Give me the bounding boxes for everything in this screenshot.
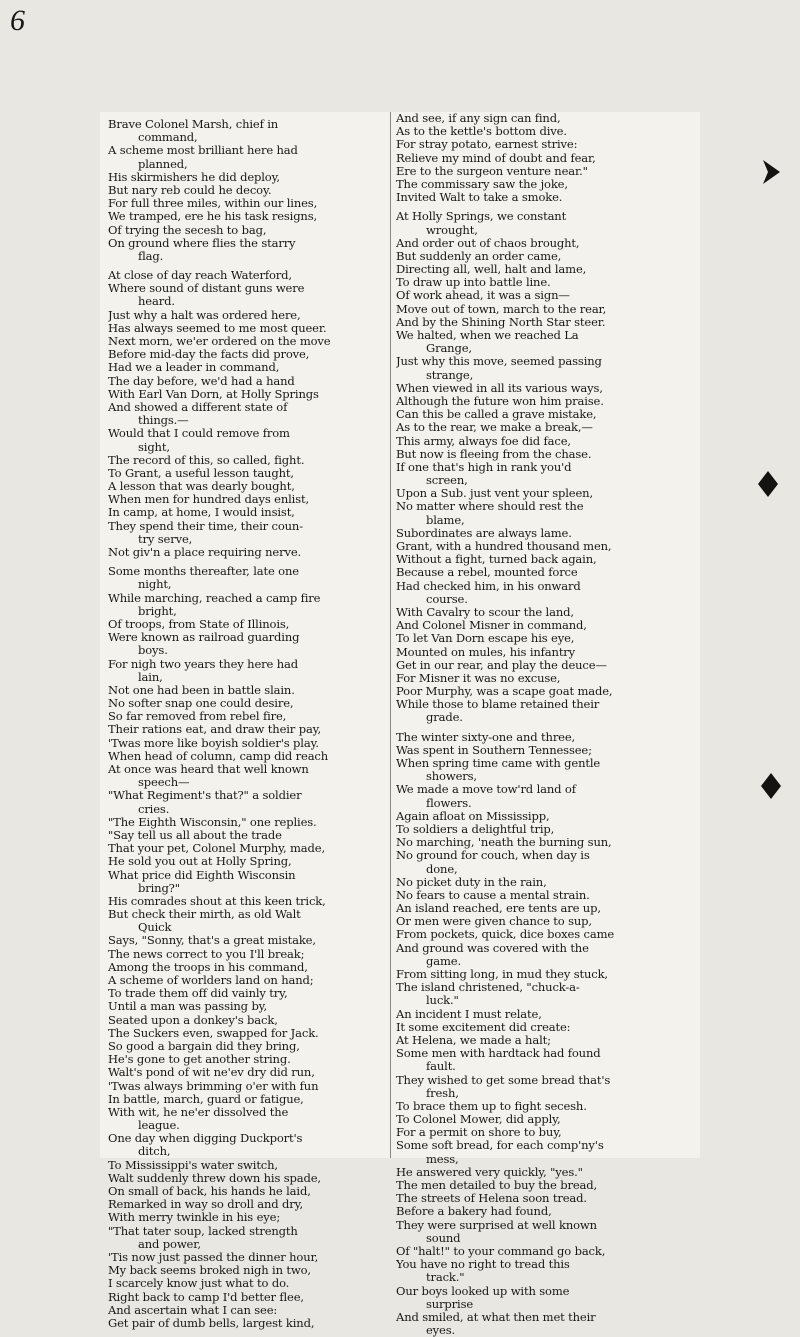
poem-line: Get in our rear, and play the deuce— xyxy=(396,657,607,672)
poem-line: When men for hundred days enlist, xyxy=(108,492,310,507)
poem-line: grade. xyxy=(426,710,463,725)
poem-line: When viewed in all its various ways, xyxy=(396,380,603,395)
poem-line: speech— xyxy=(138,775,190,790)
poem-line: On ground where flies the starry xyxy=(108,235,296,250)
poem-line: In camp, at home, I would insist, xyxy=(108,505,295,520)
poem-line: But now is fleeing from the chase. xyxy=(396,446,592,461)
poem-line: Because a rebel, mounted force xyxy=(396,565,578,580)
poem-line: wrought, xyxy=(426,222,478,237)
poem-line: When head of column, camp did reach xyxy=(108,748,329,763)
poem-line: Upon a Sub. just vent your spleen, xyxy=(396,486,593,501)
poem-line: No marching, 'neath the burning sun, xyxy=(396,835,612,850)
poem-line: lain, xyxy=(138,669,163,684)
poem-line: While those to blame retained their xyxy=(396,697,600,712)
poem-line: The men detailed to buy the bread, xyxy=(396,1178,598,1192)
poem-line: To Mississippi's water switch, xyxy=(108,1157,278,1172)
poem-line: 'Tis now just passed the dinner hour, xyxy=(108,1249,319,1264)
poem-line: Not one had been in battle slain. xyxy=(108,682,295,697)
poem-line: For a permit on shore to buy, xyxy=(396,1125,562,1140)
poem-line: No softer snap one could desire, xyxy=(108,696,294,711)
poem-line: command, xyxy=(138,130,198,145)
poem-line: try serve, xyxy=(138,531,193,546)
poem-line: Our boys looked up with some xyxy=(396,1283,570,1298)
poem-line: To draw up into battle line. xyxy=(396,275,551,290)
poem-line: 'Twas always brimming o'er with fun xyxy=(108,1078,319,1093)
poem-line: And see, if any sign can find, xyxy=(396,112,561,125)
poem-line: When spring time came with gentle xyxy=(396,756,601,770)
poem-line: Before mid-day the facts did prove, xyxy=(108,347,310,362)
poem-line: So good a bargain did they bring, xyxy=(108,1038,300,1053)
poem-line: Grant, with a hundred thousand men, xyxy=(396,539,612,553)
poem-line: From sitting long, in mud they stuck, xyxy=(396,967,608,981)
poem-column-right xyxy=(396,112,696,1337)
poem-line: Subordinates are always lame. xyxy=(396,525,572,540)
poem-line: 'Twas more like boyish soldier's play. xyxy=(108,735,319,750)
poem-line: fault. xyxy=(426,1059,456,1074)
poem-line: Of work ahead, it was a sign— xyxy=(396,288,570,303)
poem-line: To Colonel Mower, did apply, xyxy=(396,1112,561,1127)
poem-line: things.— xyxy=(138,413,189,428)
poem-line: Among the troops in his command, xyxy=(108,959,308,974)
poem-line: But check their mirth, as old Walt xyxy=(108,907,301,922)
poem-line: Quick xyxy=(138,920,172,935)
poem-line: track." xyxy=(426,1270,465,1285)
poem-line: Next morn, we'er ordered on the move xyxy=(108,334,331,348)
poem-line: They wished to get some bread that's xyxy=(396,1072,611,1087)
poem-line: Walt suddenly threw down his spade, xyxy=(108,1170,321,1185)
poem-line: As to the kettle's bottom dive. xyxy=(396,124,567,139)
poem-line: Of troops, from State of Illinois, xyxy=(108,616,290,631)
poem-line: To Grant, a useful lesson taught, xyxy=(108,465,294,480)
poem-line: What price did Eighth Wisconsin xyxy=(108,867,296,882)
poem-line: Before a bakery had found, xyxy=(396,1204,552,1219)
poem-line: Can this be called a grave mistake, xyxy=(396,407,597,422)
poem-line: For nigh two years they here had xyxy=(108,656,298,671)
poem-line: bring?" xyxy=(138,880,180,895)
poem-line: cries. xyxy=(138,801,170,816)
poem-line: And smiled, at what then met their xyxy=(396,1309,596,1324)
poem-line: We made a move tow'rd land of xyxy=(396,782,576,797)
poem-line: sound xyxy=(426,1230,461,1245)
poem-line: And Colonel Misner in command, xyxy=(396,618,587,633)
poem-line: At once was heard that well known xyxy=(108,762,309,776)
poem-line: "The Eighth Wisconsin," one replies. xyxy=(108,814,317,829)
poem-line: With Earl Van Dorn, at Holly Springs xyxy=(108,386,319,401)
poem-line: My back seems broked nigh in two, xyxy=(108,1263,311,1278)
poem-line: surprise xyxy=(426,1296,474,1311)
poem-line: and power, xyxy=(138,1236,201,1251)
poem-line: Walt's pond of wit ne'ev dry did run, xyxy=(108,1065,315,1080)
poem-line: An incident I must relate, xyxy=(396,1006,542,1021)
poem-line: The streets of Helena soon tread. xyxy=(396,1191,587,1206)
poem-line: night, xyxy=(138,577,172,592)
page-number: 6 xyxy=(10,4,25,37)
poem-line: The Suckers even, swapped for Jack. xyxy=(108,1025,319,1040)
poem-line: To trade them off did vainly try, xyxy=(108,986,288,1001)
newspaper-clipping xyxy=(100,112,700,1337)
poem-line: I scarcely know just what to do. xyxy=(108,1276,290,1291)
poem-line: A scheme most brilliant here had xyxy=(108,143,298,158)
poem-line: In battle, march, guard or fatigue, xyxy=(108,1091,304,1106)
poem-line: A scheme of worlders land on hand; xyxy=(108,973,314,987)
poem-line: Were known as railroad guarding xyxy=(108,630,300,645)
poem-line: Relieve my mind of doubt and fear, xyxy=(396,150,596,165)
poem-line: Just why this move, seemed passing xyxy=(396,354,602,369)
poem-line: Remarked in way so droll and dry, xyxy=(108,1197,304,1212)
poem-line: While marching, reached a camp fire xyxy=(108,590,321,605)
poem-line: planned, xyxy=(138,156,188,171)
poem-line: It some excitement did create: xyxy=(396,1019,571,1034)
poem-line: Get pair of dumb bells, largest kind, xyxy=(108,1315,315,1330)
poem-line: "That tater soup, lacked strength xyxy=(108,1223,298,1238)
poem-line: We tramped, ere he his task resigns, xyxy=(108,209,318,224)
poem-line: heard. xyxy=(138,294,175,309)
poem-line: blame, xyxy=(426,512,465,527)
poem-line: boys. xyxy=(138,643,168,658)
poem-line: They were surprised at well known xyxy=(396,1217,597,1232)
poem-line: flag. xyxy=(138,248,164,263)
poem-line: bright, xyxy=(138,603,177,618)
poem-line: Had we a leader in command, xyxy=(108,360,280,375)
column-divider xyxy=(390,112,391,1158)
right-pointer-marker-icon xyxy=(760,158,782,186)
poem-line: No fears to cause a mental strain. xyxy=(396,887,590,902)
poem-line: And ascertain what I can see: xyxy=(108,1302,278,1317)
poem-line: Poor Murphy, was a scape goat made, xyxy=(396,684,613,699)
poem-line: As to the rear, we make a break,— xyxy=(396,420,593,435)
poem-line: Or men were given chance to sup, xyxy=(396,914,592,929)
poem-line: Grange, xyxy=(426,341,472,356)
poem-line: The island christened, "chuck-a- xyxy=(396,980,580,995)
poem-line: showers, xyxy=(426,769,477,784)
poem-line: Not giv'n a place requiring nerve. xyxy=(108,545,302,559)
poem-line: Although the future won him praise. xyxy=(396,393,604,408)
poem-line: You have no right to tread this xyxy=(396,1257,570,1272)
poem-line: Of trying the secesh to bag, xyxy=(108,222,267,237)
poem-line: An island reached, ere tents are up, xyxy=(396,901,601,916)
poem-line: The news correct to you I'll break; xyxy=(108,946,305,961)
poem-line: One day when digging Duckport's xyxy=(108,1131,303,1146)
poem-line: Until a man was passing by, xyxy=(108,999,268,1014)
poem-line: course. xyxy=(426,591,468,606)
diamond-marker-icon xyxy=(760,772,782,800)
poem-line: Some men with hardtack had found xyxy=(396,1046,601,1061)
poem-line: On small of back, his hands he laid, xyxy=(108,1184,311,1198)
poem-line: We halted, when we reached La xyxy=(396,328,579,342)
poem-line: Where sound of distant guns were xyxy=(108,281,305,296)
poem-line: Seated upon a donkey's back, xyxy=(108,1012,278,1027)
poem-line: luck." xyxy=(426,993,459,1008)
poem-line: They spend their time, their coun- xyxy=(108,518,303,533)
poem-line: Ere to the surgeon venture near." xyxy=(396,163,588,178)
poem-line: Without a fight, turned back again, xyxy=(396,552,597,567)
poem-line: From pockets, quick, dice boxes came xyxy=(396,927,615,942)
poem-line: ditch, xyxy=(138,1144,171,1159)
poem-line: sight, xyxy=(138,439,170,454)
poem-line: To soldiers a delightful trip, xyxy=(396,821,555,836)
poem-line: This army, always foe did face, xyxy=(396,433,571,448)
poem-line: Brave Colonel Marsh, chief in xyxy=(108,118,279,131)
poem-line: Had checked him, in his onward xyxy=(396,578,581,593)
poem-line: For full three miles, within our lines, xyxy=(108,196,318,211)
poem-line: He's gone to get another string. xyxy=(108,1052,291,1067)
poem-line: fresh, xyxy=(426,1085,459,1100)
poem-line: game. xyxy=(426,953,461,968)
poem-line: Some months thereafter, late one xyxy=(108,564,299,579)
poem-line: And order out of chaos brought, xyxy=(396,235,580,250)
poem-line: Mounted on mules, his infantry xyxy=(396,644,576,659)
poem-line: And showed a different state of xyxy=(108,399,288,414)
poem-line: His comrades shout at this keen trick, xyxy=(108,893,326,908)
poem-line: And by the Shining North Star steer. xyxy=(396,314,606,329)
poem-line: So far removed from rebel fire, xyxy=(108,709,287,724)
poem-line: Says, "Sonny, that's a great mistake, xyxy=(108,933,316,948)
poem-line: The day before, we'd had a hand xyxy=(108,373,295,388)
poem-line: Just why a halt was ordered here, xyxy=(108,307,301,322)
poem-line: "Say tell us all about the trade xyxy=(108,827,282,842)
poem-line: Directing all, well, halt and lame, xyxy=(396,262,587,277)
poem-line: mess, xyxy=(426,1151,459,1166)
poem-line: screen, xyxy=(426,473,468,488)
poem-line: done, xyxy=(426,861,458,876)
poem-line: No ground for couch, when day is xyxy=(396,848,590,863)
poem-line: Move out of town, march to the rear, xyxy=(396,301,607,316)
poem-line: Has always seemed to me most queer. xyxy=(108,320,327,335)
poem-line: Some soft bread, for each comp'ny's xyxy=(396,1138,604,1153)
poem-line: No matter where should rest the xyxy=(396,499,584,514)
poem-line: That your pet, Colonel Murphy, made, xyxy=(108,841,325,856)
poem-line: For Misner it was no excuse, xyxy=(396,670,561,685)
poem-line: strange, xyxy=(426,367,474,382)
poem-line: flowers. xyxy=(426,795,472,810)
poem-line: Was spent in Southern Tennessee; xyxy=(396,742,592,757)
poem-line: With merry twinkle in his eye; xyxy=(108,1210,281,1225)
poem-line: Again afloat on Mississipp, xyxy=(396,808,550,823)
poem-line: For stray potato, earnest strive: xyxy=(396,137,578,152)
poem-line: His skirmishers he did deploy, xyxy=(108,169,280,184)
poem-line: If one that's high in rank you'd xyxy=(396,459,572,474)
poem-line: And ground was covered with the xyxy=(396,940,589,955)
poem-line: Of "halt!" to your command go back, xyxy=(396,1243,606,1258)
poem-line: But suddenly an order came, xyxy=(396,248,562,263)
poem-line: With Cavalry to scour the land, xyxy=(396,604,574,619)
poem-line: The commissary saw the joke, xyxy=(396,176,568,191)
poem-line: Right back to camp I'd better flee, xyxy=(108,1289,304,1304)
poem-line: eyes. xyxy=(426,1323,456,1337)
poem-line: No picket duty in the rain, xyxy=(396,874,547,889)
poem-line: The record of this, so called, fight. xyxy=(108,452,305,467)
poem-line: To brace them up to fight secesh. xyxy=(396,1098,587,1113)
poem-line: He sold you out at Holly Spring, xyxy=(108,854,292,869)
poem-line: With wit, he ne'er dissolved the xyxy=(108,1104,289,1119)
poem-line: Their rations eat, and draw their pay, xyxy=(108,722,322,737)
poem-line: league. xyxy=(138,1118,180,1133)
poem-line: He answered very quickly, "yes." xyxy=(396,1164,583,1179)
poem-line: The winter sixty-one and three, xyxy=(396,729,576,744)
poem-line: At Helena, we made a halt; xyxy=(396,1032,551,1047)
poem-line: Would that I could remove from xyxy=(108,426,290,441)
poem-line: At close of day reach Waterford, xyxy=(108,268,292,283)
poem-line: At Holly Springs, we constant xyxy=(396,209,567,224)
poem-line: To let Van Dorn escape his eye, xyxy=(396,631,575,646)
poem-line: But nary reb could he decoy. xyxy=(108,182,272,197)
diamond-marker-icon xyxy=(757,470,779,498)
poem-column-left xyxy=(108,118,386,1330)
poem-line: A lesson that was dearly bought, xyxy=(108,479,295,494)
poem-line: "What Regiment's that?" a soldier xyxy=(108,788,302,803)
poem-line: Invited Walt to take a smoke. xyxy=(396,190,563,205)
